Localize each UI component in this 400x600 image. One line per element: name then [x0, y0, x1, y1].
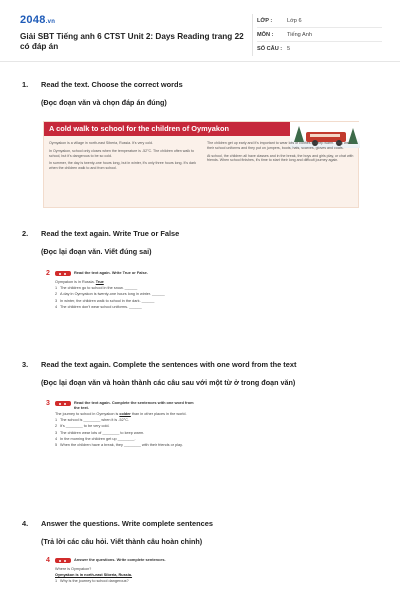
item-number: 3: [55, 430, 58, 435]
exercise-item: [55, 424, 196, 429]
meta-key: MÔN :: [257, 31, 274, 38]
exercise-example-answer: [55, 573, 196, 578]
question-text: Answer the questions. Write complete sentences: [41, 519, 213, 528]
logo-text: 2048: [20, 14, 46, 26]
meta-table: [252, 14, 382, 56]
exercise-number: 4: [46, 557, 50, 564]
logo-suffix: .vn: [45, 19, 56, 25]
question-4: [22, 519, 382, 547]
exercise-2-image: [46, 270, 196, 311]
item-number: 5: [55, 442, 58, 447]
example-answer: colder: [119, 412, 131, 416]
passage-paragraph: In Oymyakon, school only closes when the temperature is -52°C. The children often walk to school, but it's dangerous to be so cold.: [49, 148, 194, 158]
meta-row-class: [257, 14, 382, 28]
item-text: In the morning the children get up ________.: [60, 436, 136, 441]
item-number: 2: [55, 424, 58, 429]
page-header: [0, 0, 400, 62]
question-3: [22, 360, 382, 388]
exercise-instruction: Answer the questions. Write complete sentences.: [74, 557, 166, 562]
question-1: [22, 80, 382, 108]
exercise-item: [55, 299, 196, 304]
exercise-4-image: [46, 557, 196, 586]
example-text: Where is Oymyakon?: [55, 567, 92, 571]
meta-value: Lớp 6: [287, 17, 302, 24]
difficulty-badge-icon: [55, 271, 71, 276]
item-text: The children go to school in the snow. ______: [60, 286, 138, 291]
exercise-item: [55, 431, 196, 436]
question-number: 3.: [22, 360, 29, 369]
example-text: Oymyakon is in Russia.: [55, 280, 95, 284]
example-text: The journey to school in Oymyakon is: [55, 412, 119, 416]
item-number: 1: [55, 418, 58, 423]
meta-value: 5: [287, 46, 291, 52]
item-text: When the children have a break, they ________ with their friends or play.: [60, 442, 183, 447]
item-number: 2: [55, 292, 58, 297]
site-logo[interactable]: [20, 14, 55, 26]
page-title: Giải SBT Tiếng anh 6 CTST Unit 2: Days Reading trang 22 có đáp án: [20, 32, 244, 51]
exercise-item: [55, 286, 196, 291]
exercise-3-image: [46, 400, 196, 449]
meta-row-subject: [257, 28, 382, 42]
question-text: Read the text. Choose the correct words: [41, 80, 183, 89]
question-translation: (Đọc đoạn văn và chọn đáp án đúng): [41, 98, 167, 107]
passage-paragraph: The children get up early and it's important to wear lots of clothes to keep warm. They wear their school uniforms and they put on jumpers, boots, hats, scarves, gloves and coats.: [207, 141, 352, 150]
question-number: 1.: [22, 80, 29, 89]
question-translation: (Trả lời các câu hỏi. Viết thành câu hoàn chỉnh): [41, 537, 203, 546]
example-answer: Oymyakon is in north-east Siberia, Russia.: [55, 573, 133, 578]
meta-key: LỚP :: [257, 17, 273, 24]
exercise-item: [55, 443, 196, 448]
item-text: Why is the journey to school dangerous?: [60, 579, 129, 584]
exercise-item: [55, 437, 196, 442]
exercise-instruction: Read the text again. Complete the sentences with one word from the text.: [74, 400, 194, 410]
passage-paragraph: At school, the children all have classes and in the break, the boys and girls play, or chat with friends. When school finishes, it's time to start their long and difficult journey again.: [207, 153, 354, 163]
item-text: The children don't wear school uniforms. ______: [60, 304, 142, 309]
passage-title-banner: A cold walk to school for the children of Oymyakon: [44, 122, 290, 136]
question-translation: (Đọc lại đoạn văn. Viết đúng sai): [41, 247, 152, 256]
exercise-number: 2: [46, 270, 50, 277]
item-text: A day in Oymyakon is twenty-one hours long in winter. ______: [60, 292, 165, 297]
question-text: Read the text again. Write True or False: [41, 229, 180, 238]
passage-column-right: [207, 141, 355, 174]
exercise-item: [55, 579, 196, 584]
exercise-item: [55, 305, 196, 310]
passage-paragraph: Oymyakon is a village in north-east Siberia, Russia. It's very cold.: [49, 141, 153, 145]
exercise-number: 3: [46, 400, 50, 407]
exercise-item: [55, 418, 196, 423]
exercise-instruction: Read the text again. Write True or False.: [74, 270, 148, 275]
exercise-example: [55, 567, 196, 572]
item-number: 4: [55, 436, 58, 441]
item-text: The children wear lots of ________ to keep warm.: [60, 430, 145, 435]
question-translation: (Đọc lại đoạn văn và hoàn thành các câu sau với một từ ở trong đoạn văn): [41, 378, 296, 387]
example-tail: than in other places in the world.: [131, 412, 187, 416]
question-2: [22, 229, 382, 257]
difficulty-badge-icon: [55, 558, 71, 563]
item-number: 4: [55, 304, 58, 309]
item-text: In winter, the children walk to school in the dark. ______: [60, 298, 155, 303]
meta-value: Tiếng Anh: [287, 31, 312, 38]
exercise-item: [55, 292, 196, 297]
passage-column-left: [49, 141, 197, 174]
tree-shape: [294, 126, 304, 142]
example-answer: True: [95, 280, 104, 284]
exercise-example: [55, 280, 196, 285]
passage-paragraph: In summer, the day is twenty-one hours long, but in winter, it's only three hours long. It's dark when the children walk to and from school.: [49, 161, 196, 171]
reading-passage-image: [43, 121, 359, 208]
question-text: Read the text again. Complete the sentences with one word from the text: [41, 360, 297, 369]
difficulty-badge-icon: [55, 401, 71, 406]
question-number: 2.: [22, 229, 29, 238]
item-number: 1: [55, 579, 58, 584]
item-text: The school is ________ when it is -52°C.: [60, 418, 130, 423]
question-number: 4.: [22, 519, 29, 528]
item-number: 1: [55, 286, 58, 291]
meta-row-count: [257, 42, 382, 56]
exercise-example: [55, 412, 196, 417]
item-number: 3: [55, 298, 58, 303]
item-text: It's ________ to be very cold.: [60, 424, 110, 429]
meta-key: SỐ CÂU :: [257, 46, 283, 52]
